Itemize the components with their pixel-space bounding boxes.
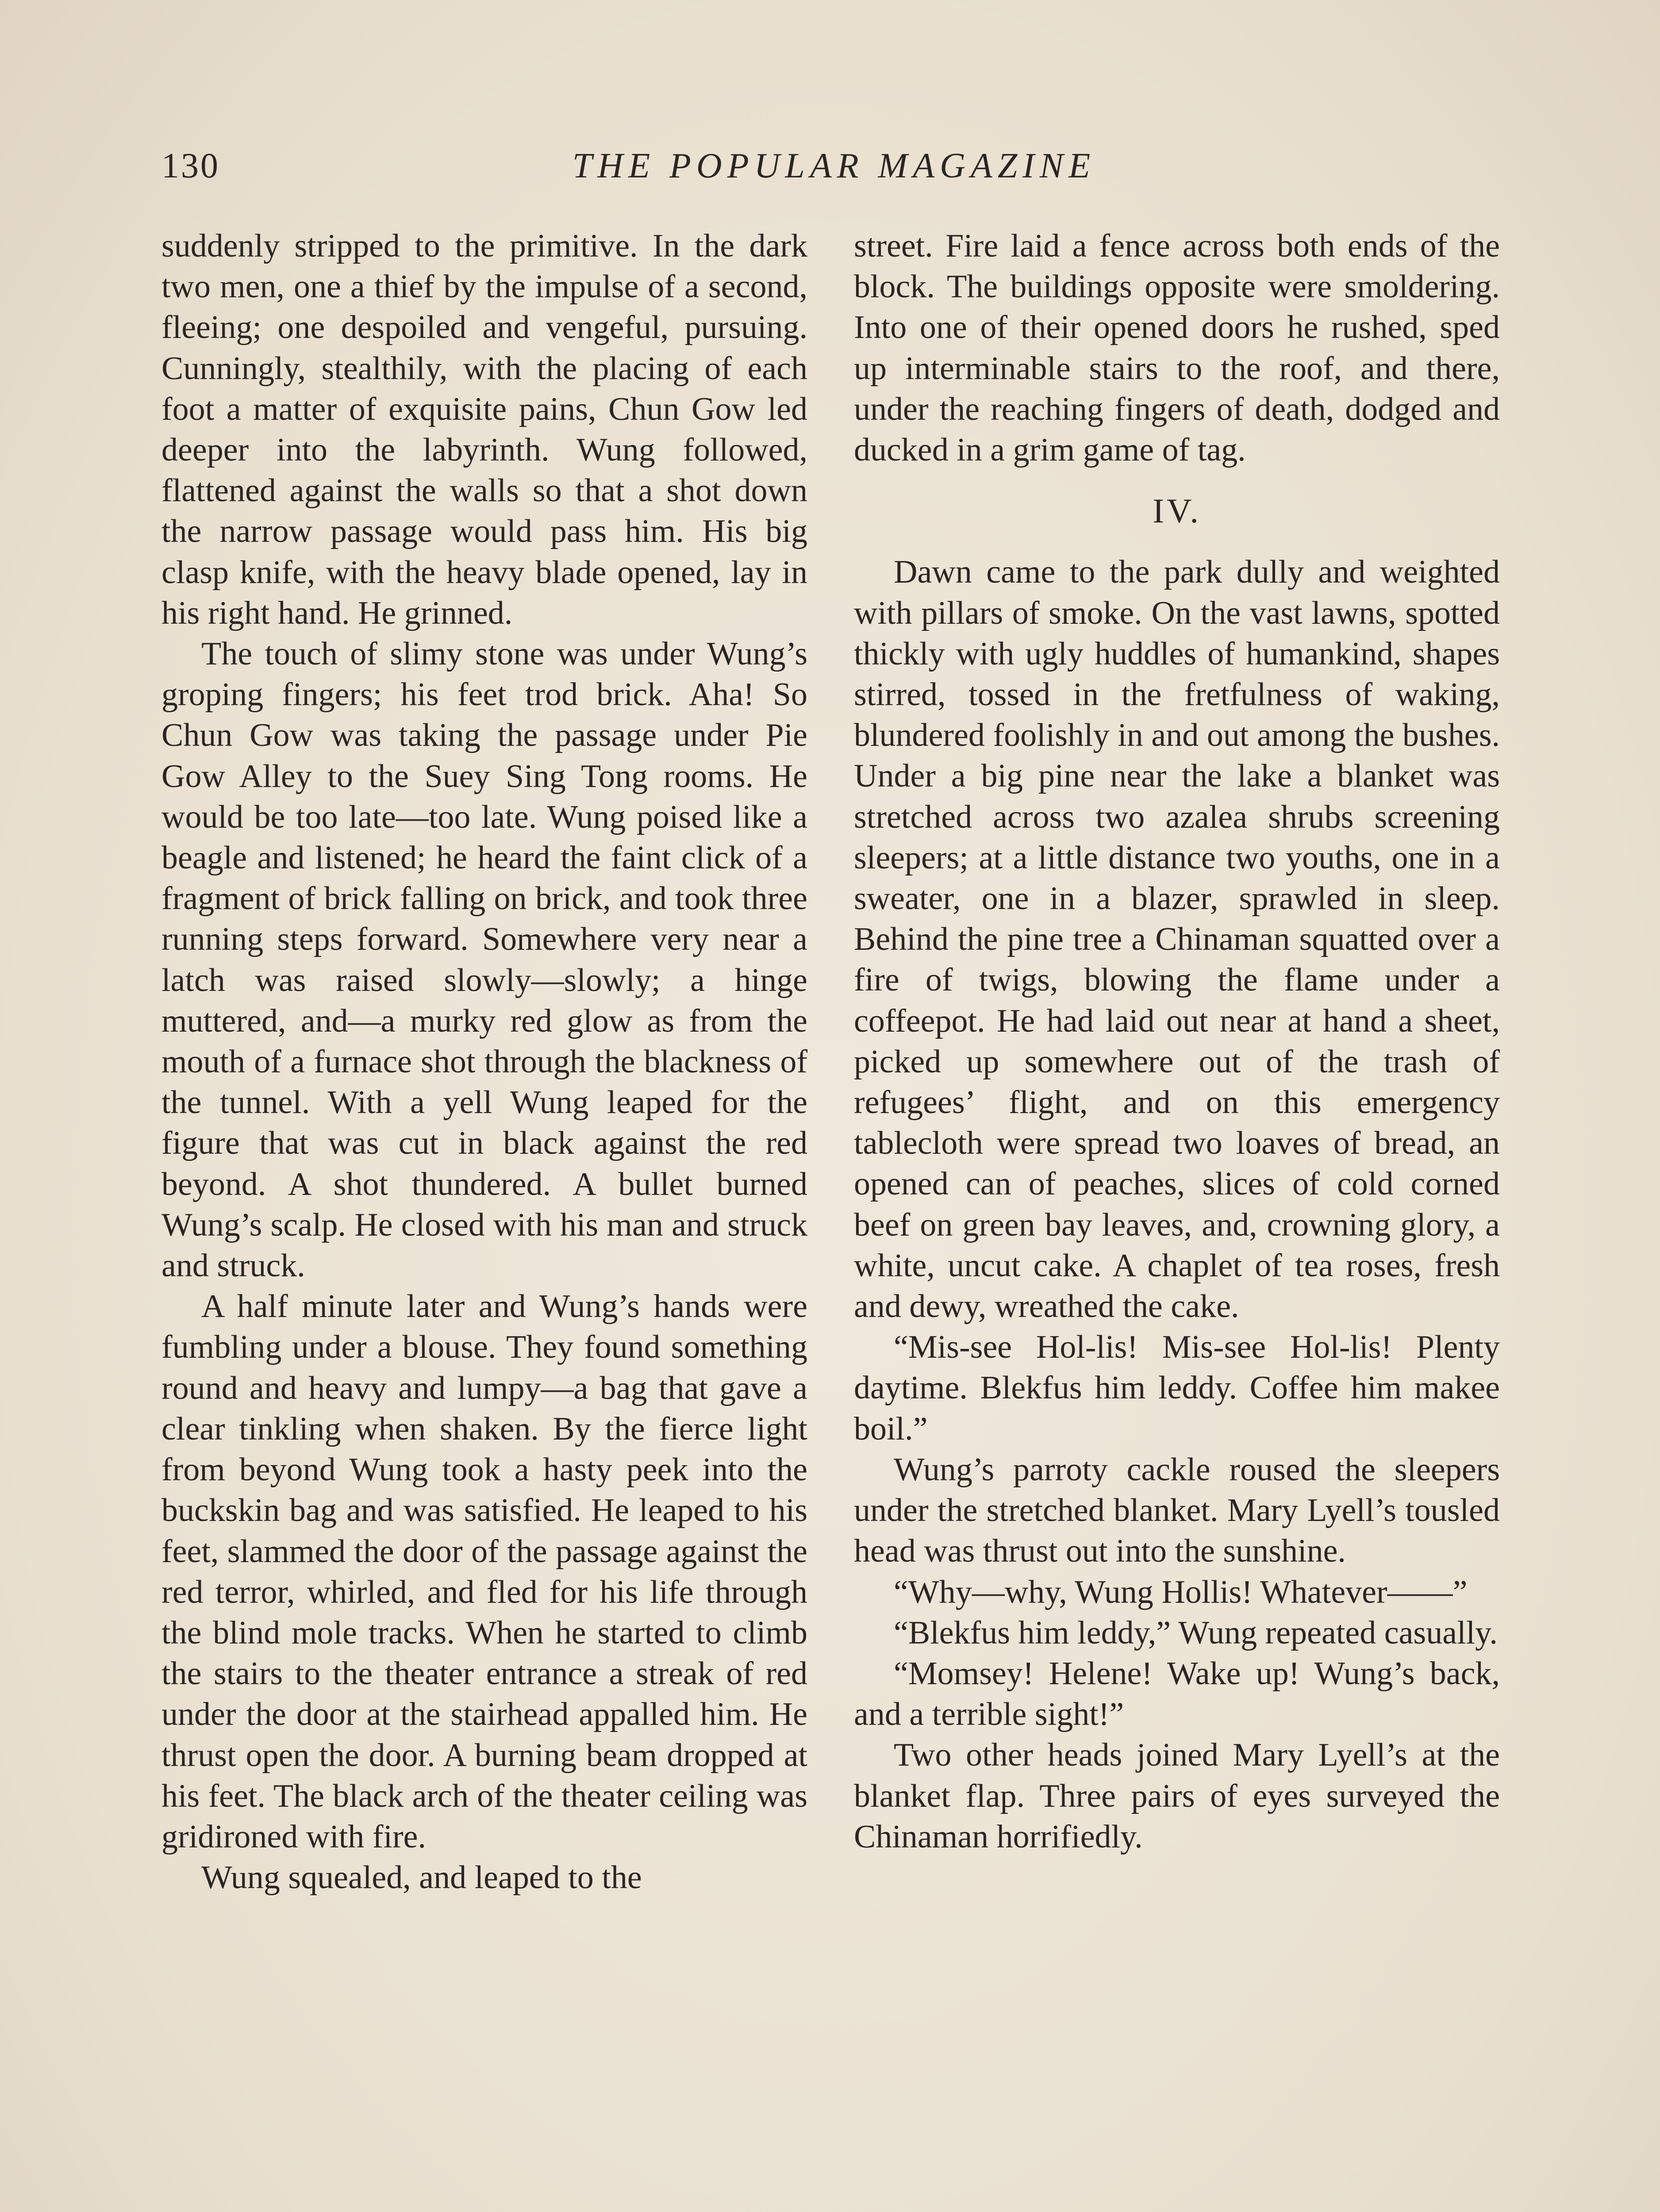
paragraph: suddenly stripped to the primitive. In the dark two men, one a thief by the impulse of a second, fleeing; one despoiled and vengeful, pursuing. Cunningly, stealthily, with the placing of each foot a matter of exquisite pains, Chun Gow led deeper into the labyrinth. Wung followed, flattened against the walls so that a shot down the narrow passage would pass him. His big clasp knife, with the heavy blade opened, lay in his right hand. He grinned. — [161, 228, 807, 631]
paragraph: A half minute later and Wung’s hands were fumbling under a blouse. They found something round and heavy and lumpy—a bag that gave a clear tinkling when shaken. By the fierce light from beyond Wung took a hasty peek into the buckskin bag and was satisfied. He leaped to his feet, slammed the door of the passage against the red terror, whirled, and fled for his life through the blind mole tracks. When he started to climb the stairs to the theater entrance a streak of red under the door at the stairhead appalled him. He thrust open the door. A burning beam dropped at his feet. The black arch of the theater ceiling was gridironed with fire. — [161, 1288, 807, 1855]
left-column — [161, 226, 807, 1898]
right-column — [854, 226, 1500, 1857]
page-header — [161, 146, 1506, 195]
paragraph: “Mis-see Hol-lis! Mis-see Hol-lis! Plenty daytime. Blekfus him leddy. Coffee him makee boil.” — [854, 1329, 1500, 1447]
paragraph: Two other heads joined Mary Lyell’s at the blanket flap. Three pairs of eyes surveyed the Chinaman horrifiedly. — [854, 1737, 1500, 1855]
page-number: 130 — [161, 146, 220, 185]
paragraph: street. Fire laid a fence across both ends of the block. The buildings opposite were smoldering. Into one of their opened doors he rushed, sped up interminable stairs to the roof, and there, under the reaching fingers of death, dodged and ducked in a grim game of tag. — [854, 228, 1500, 469]
section-heading: IV. — [1153, 492, 1201, 530]
paragraph: “Why—why, Wung Hollis! Whatever——” — [894, 1574, 1468, 1610]
paragraph: “Momsey! Helene! Wake up! Wung’s back, and a terrible sight!” — [854, 1655, 1500, 1733]
paragraph: Dawn came to the park dully and weighted with pillars of smoke. On the vast lawns, spotted thickly with ugly huddles of humankind, shapes stirred, tossed in the fretfulness of waking, blundered foolishly in and out among the bushes. Under a big pine near the lake a blanket was stretched across two azalea shrubs screening sleepers; at a little distance two youths, one in a sweater, one in a blazer, sprawled in sleep. Behind the pine tree a Chinaman squatted over a fire of twigs, blowing the flame under a coffeepot. He had laid out near at hand a sheet, picked up somewhere out of the trash of refugees’ flight, and on this emergency tablecloth were spread two loaves of bread, an opened can of peaches, slices of cold corned beef on green bay leaves, and, crowning glory, a white, uncut cake. A chaplet of tea roses, fresh and dewy, wreathed the cake. — [854, 554, 1500, 1325]
paragraph: Wung squealed, and leaped to the — [201, 1859, 642, 1896]
running-title: THE POPULAR MAGAZINE — [572, 146, 1096, 185]
paragraph: The touch of slimy stone was under Wung’s groping fingers; his feet trod brick. Aha! So Chun Gow was taking the passage under Pie Gow Alley to the Suey Sing Tong rooms. He would be too late—too late. Wung poised like a beagle and listened; he heard the faint click of a fragment of brick falling on brick, and took three running steps forward. Somewhere very near a latch was raised slowly—slowly; a hinge muttered, and—a murky red glow as from the mouth of a furnace shot through the blackness of the tunnel. With a yell Wung leaped for the figure that was cut in black against the red beyond. A shot thundered. A bullet burned Wung’s scalp. He closed with his man and struck and struck. — [161, 636, 807, 1284]
paragraph: “Blekfus him leddy,” Wung repeated casually. — [894, 1614, 1498, 1651]
paragraph: Wung’s parroty cackle roused the sleepers under the stretched blanket. Mary Lyell’s tousled head was thrust out into the sunshine. — [854, 1451, 1500, 1570]
